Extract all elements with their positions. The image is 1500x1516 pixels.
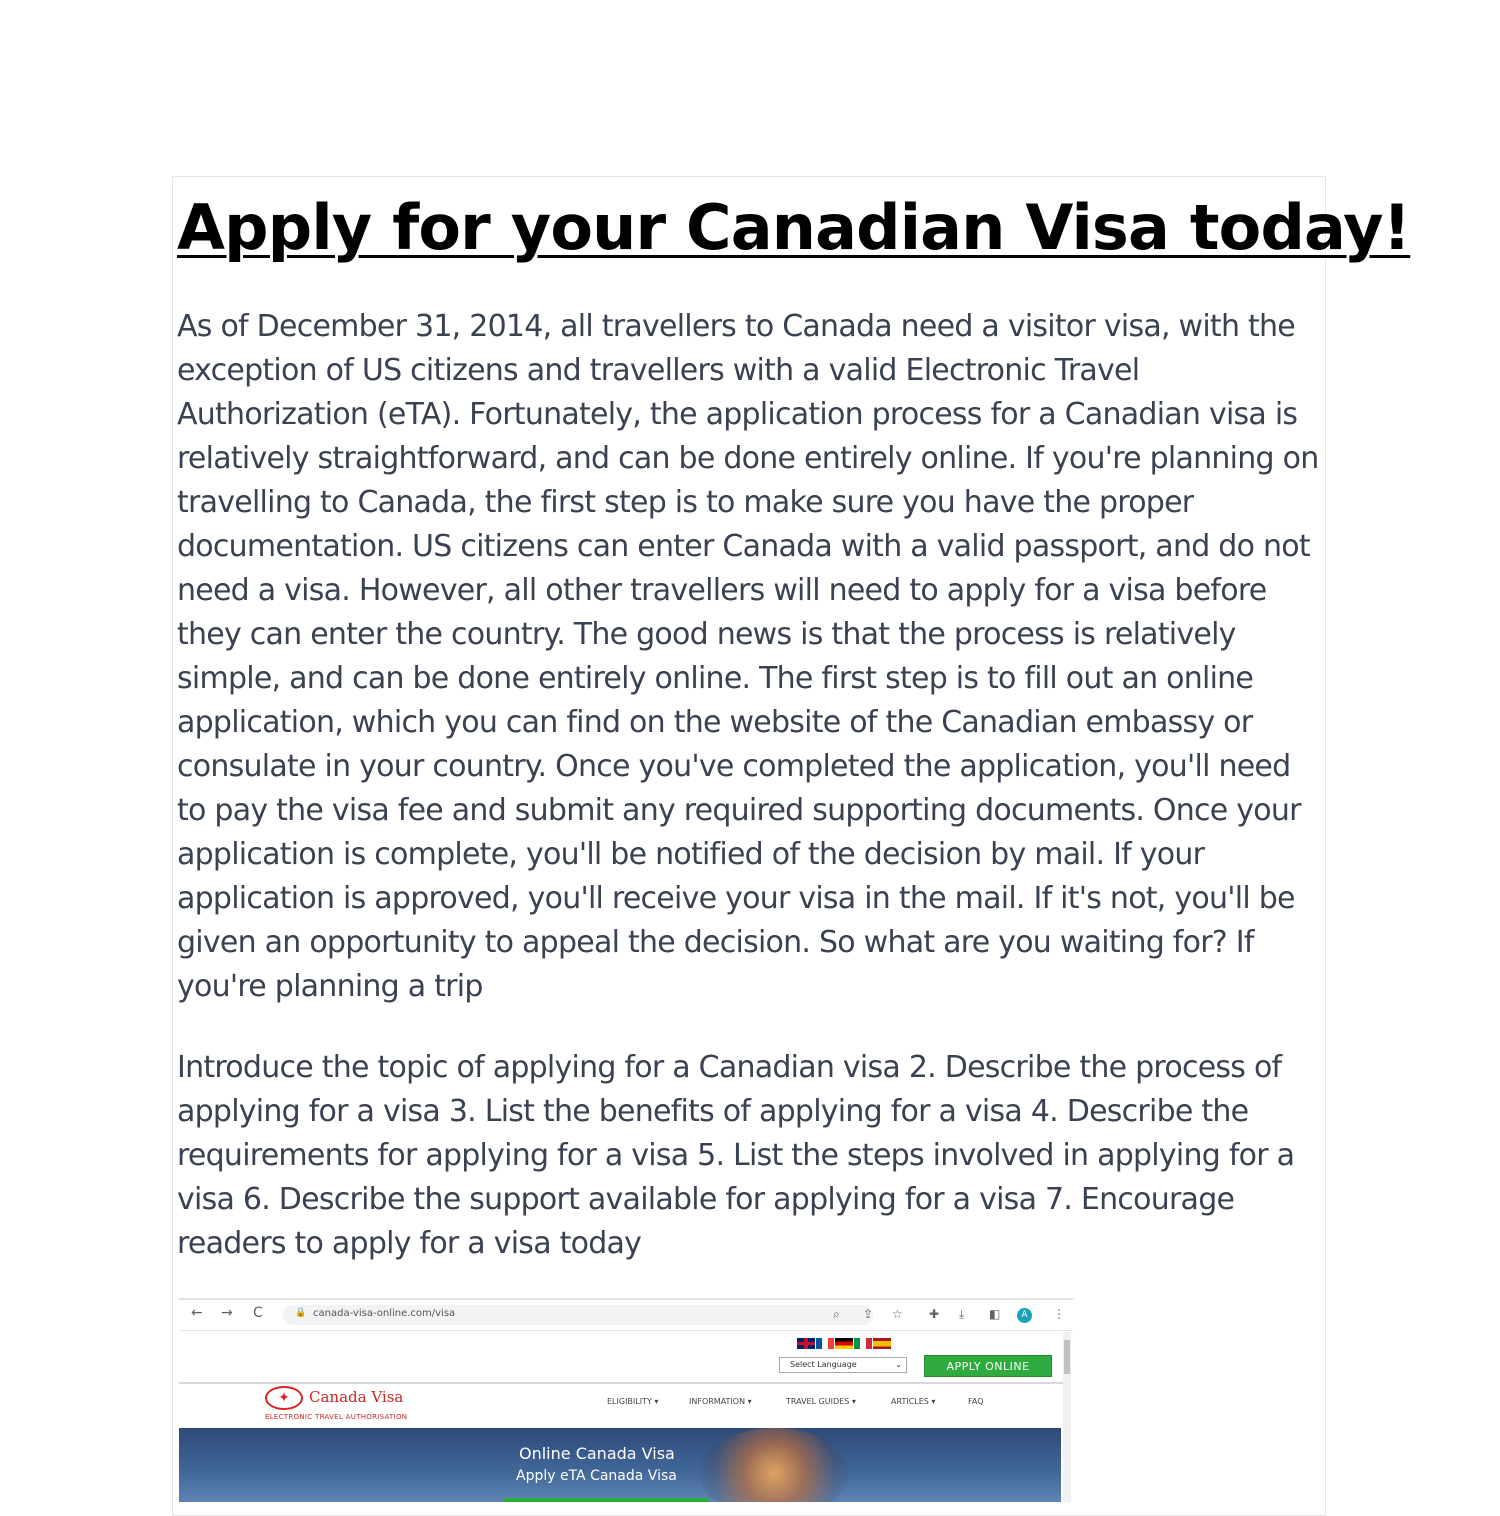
hero-background-image	[699, 1428, 849, 1502]
sidepanel-icon[interactable]: ◧	[989, 1307, 1001, 1321]
maple-leaf-icon[interactable]: ✦	[265, 1386, 303, 1410]
uk-flag-icon[interactable]	[797, 1338, 815, 1349]
spain-flag-icon[interactable]	[873, 1338, 891, 1349]
germany-flag-icon[interactable]	[835, 1338, 853, 1349]
download-icon[interactable]: ⤓	[959, 1307, 965, 1321]
nav-articles[interactable]: ARTICLES ▾	[891, 1397, 936, 1406]
france-flag-icon[interactable]	[816, 1338, 834, 1349]
back-icon[interactable]: ←	[191, 1305, 203, 1321]
intro-paragraph: As of December 31, 2014, all travellers to Canada need a visitor visa, with the exception of US citizens and travellers with a valid Electronic Travel Authorization (eTA). Fortunately, the application process for a Canadian visa is relatively straightforward, and can be done entirely online. If you're planning on travelling to Canada, the first step is to make sure you have the proper documentation. US citizens can enter Canada with a valid passport, and do not need a visa. However, all other travellers will need to apply for a visa before they can enter the country. The good news is that the process is relatively simple, and can be done entirely online. The first step is to fill out an online application, which you can find on the website of the Canadian embassy or consulate in your country. Once you've completed the application, you'll need to pay the visa fee and submit any required supporting documents. Once your application is complete, you'll be notified of the decision by mail. If your application is approved, you'll receive your visa in the mail. If it's not, you'll be given an opportunity to appeal the decision. So what are you waiting for? If you're planning a trip	[177, 309, 1319, 1004]
reload-icon[interactable]: C	[253, 1305, 263, 1321]
outline-paragraph: Introduce the topic of applying for a Canadian visa 2. Describe the process of applying for a visa 3. List the benefits of applying for a visa 4. Describe the requirements for applying for a visa 5. List the steps involved in applying for a visa 6. Describe the support available for applying for a visa 7. Encourage readers to apply for a visa today	[177, 1050, 1295, 1261]
header-divider	[179, 1382, 1063, 1384]
website-screenshot	[179, 1298, 1073, 1502]
hero-banner	[179, 1428, 1061, 1502]
scrollbar-thumb[interactable]	[1064, 1340, 1070, 1374]
browser-toolbar	[179, 1300, 1073, 1331]
nav-travel-guides[interactable]: TRAVEL GUIDES ▾	[786, 1397, 856, 1406]
nav-faq[interactable]: FAQ	[968, 1397, 984, 1406]
profile-avatar[interactable]: A	[1017, 1308, 1032, 1323]
brand-tagline: ELECTRONIC TRAVEL AUTHORISATION	[265, 1413, 408, 1421]
italy-flag-icon[interactable]	[854, 1338, 872, 1349]
hero-title: Online Canada Visa	[519, 1444, 675, 1463]
nav-information[interactable]: INFORMATION ▾	[689, 1397, 752, 1406]
language-select[interactable]	[779, 1357, 907, 1373]
hero-subtitle: Apply eTA Canada Visa	[516, 1468, 677, 1484]
bookmark-star-icon[interactable]: ☆	[892, 1307, 903, 1321]
apply-online-button[interactable]: APPLY ONLINE	[924, 1355, 1052, 1377]
forward-icon[interactable]: →	[221, 1305, 233, 1321]
extensions-icon[interactable]: ✚	[929, 1307, 940, 1321]
nav-eligibility[interactable]: ELIGIBILITY ▾	[607, 1397, 659, 1406]
chevron-down-icon: ⌄	[895, 1360, 902, 1369]
brand-name[interactable]: Canada Visa	[309, 1388, 404, 1406]
lock-icon: 🔒	[295, 1308, 307, 1318]
hero-apply-button[interactable]	[504, 1498, 709, 1502]
language-flags	[797, 1338, 892, 1350]
browser-menu-icon[interactable]: ⋮	[1053, 1307, 1065, 1321]
page-title: Apply for your Canadian Visa today!	[177, 191, 1411, 264]
address-bar[interactable]	[283, 1305, 873, 1325]
share-icon[interactable]: ⇪	[863, 1307, 874, 1321]
url-text: canada-visa-online.com/visa	[313, 1308, 456, 1319]
language-select-label: Select Language	[790, 1360, 857, 1369]
zoom-icon[interactable]: ⌕	[833, 1307, 840, 1321]
